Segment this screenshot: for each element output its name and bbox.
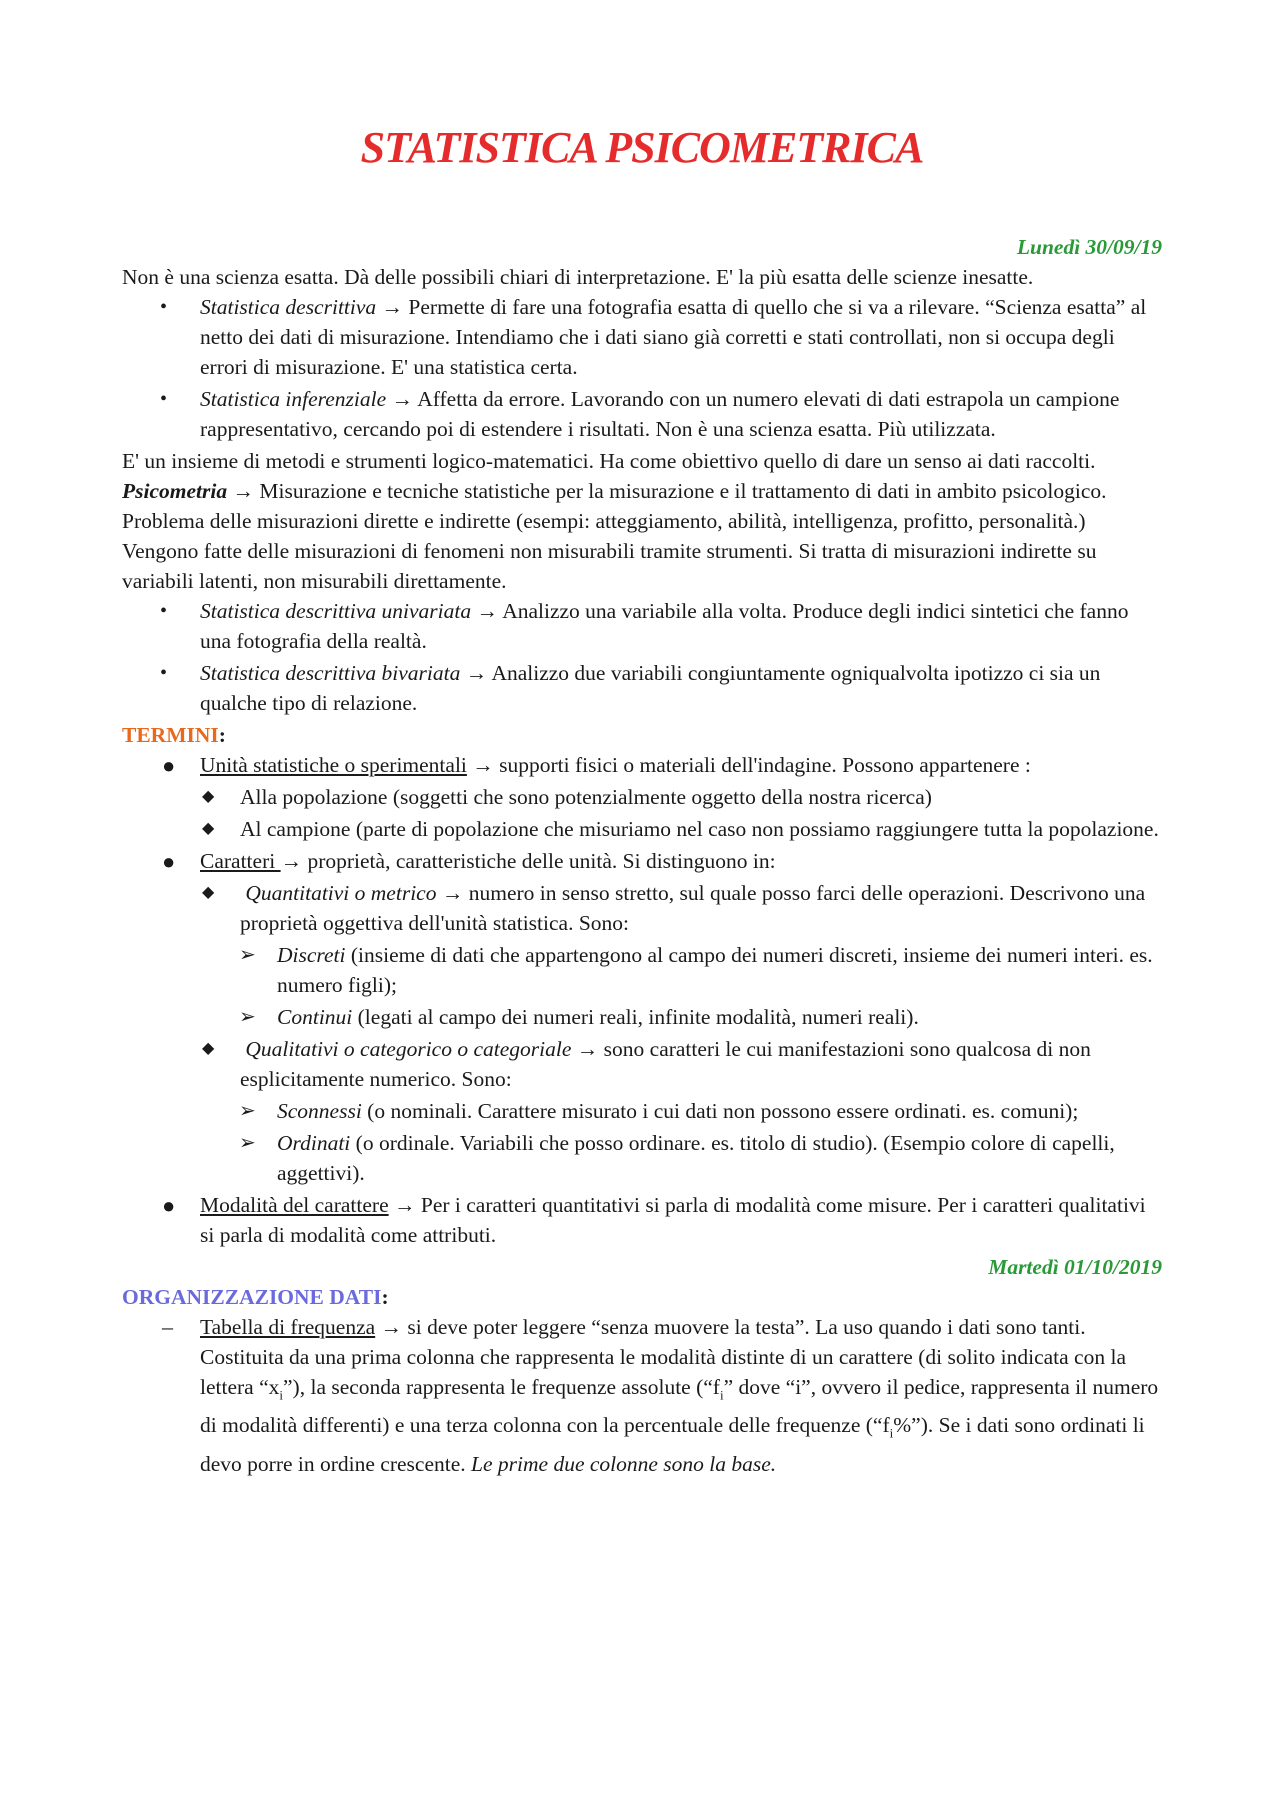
date-lunedi: Lunedì 30/09/19 bbox=[1016, 235, 1162, 259]
list-item: ➢ Ordinati (o ordinale. Variabili che posso ordinare. es. titolo di studio). (Esempio colore di capelli, aggettivi). bbox=[122, 1128, 1162, 1188]
list-item: ➢ Sconnessi (o nominali. Carattere misurato i cui dati non possono essere ordinati. es. comuni); bbox=[122, 1096, 1162, 1126]
document-title: STATISTICA PSICOMETRICA bbox=[360, 123, 924, 172]
arrowhead-icon: ➢ bbox=[239, 944, 256, 966]
list-item: • Statistica descrittiva bivariata → Analizzo due variabili congiuntamente ogniqualvolta ipotizzo ci sia un qualche tipo di relazione. bbox=[122, 658, 1162, 718]
bullet-list-statistica bbox=[122, 292, 1162, 444]
list-item: ◆ Alla popolazione (soggetti che sono potenzialmente oggetto della nostra ricerca) bbox=[122, 782, 1162, 812]
paragraph-psicometria: Psicometria → Misurazione e tecniche statistiche per la misurazione e il trattamento di dati in ambito psicologico. Problema delle misurazioni dirette e indirette (esempi: atteggiamento, abilità, intelligenza, profitto, personalità.) Vengono fatte delle misurazioni di fenomeni non misurabili tramite strumenti. Si tratta di misurazioni indirette su variabili latenti, non misurabili direttamente. bbox=[122, 479, 1107, 593]
list-item-qualitativi: ◆ Qualitativi o categorico o categoriale → sono caratteri le cui manifestazioni sono qualcosa di non esplicitamente numerico. Sono: bbox=[122, 1034, 1162, 1094]
list-item: ➢ Discreti (insieme di dati che appartengono al campo dei numeri discreti, insieme dei numeri interi. es. numero figli); bbox=[122, 940, 1162, 1000]
dot-icon: ● bbox=[162, 849, 176, 874]
arrowhead-icon: ➢ bbox=[239, 1006, 256, 1028]
list-organizzazione bbox=[122, 1312, 1162, 1479]
list-item: • Statistica inferenziale → Affetta da errore. Lavorando con un numero elevati di dati estrapola un campione rappresentativo, cercando poi di estendere i risultati. Non è una scienza esatta. Più utilizzata. bbox=[122, 384, 1162, 444]
bullet-icon: • bbox=[160, 388, 168, 410]
diamond-icon: ◆ bbox=[202, 788, 215, 805]
date-martedi: Martedì 01/10/2019 bbox=[988, 1255, 1162, 1279]
intro-paragraph: Non è una scienza esatta. Dà delle possibili chiari di interpretazione. E' la più esatta delle scienze inesatte. bbox=[122, 265, 1034, 289]
heading-organizzazione-dati: ORGANIZZAZIONE DATI: bbox=[122, 1285, 389, 1309]
list-item-caratteri: ● Caratteri → proprietà, caratteristiche delle unità. Si distinguono in: bbox=[122, 846, 1162, 876]
list-item: • Statistica descrittiva univariata → Analizzo una variabile alla volta. Produce degli indici sintetici che fanno una fotografia della realtà. bbox=[122, 596, 1162, 656]
diamond-icon: ◆ bbox=[202, 884, 215, 901]
bullet-list-descrittiva bbox=[122, 596, 1162, 718]
list-item-unita: ● Unità statistiche o sperimentali → supporti fisici o materiali dell'indagine. Possono appartenere : bbox=[122, 750, 1162, 780]
list-item-tabella: – Tabella di frequenza → si deve poter leggere “senza muovere la testa”. La uso quando i dati sono tanti. Costituita da una prima colonna che rappresenta le modalità distinte di un carattere (di solito indicata con la lettera “$x_i$”), la seconda rappresenta le frequenze assolute (“$f_i$” dove “i”, ovvero il pedice, rappresenta il numero di modalità differenti) e una terza colonna con la percentuale delle frequenze $(“f_i\%”)$. Se i dati sono ordinati li devo porre in ordine crescente. Le prime due colonne sono la base. bbox=[162, 1314, 1159, 1476]
paragraph-metodi: E' un insieme di metodi e strumenti logico-matematici. Ha come obiettivo quello di dare un senso ai dati raccolti. bbox=[122, 449, 1096, 473]
dot-icon: ● bbox=[162, 1193, 176, 1218]
heading-termini: TERMINI: bbox=[122, 723, 226, 747]
list-item-quantitativi: ◆ Quantitativi o metrico → numero in senso stretto, sul quale posso farci delle operazioni. Descrivono una proprietà oggettiva dell'unità statistica. Sono: bbox=[122, 878, 1162, 938]
list-termini bbox=[122, 750, 1162, 1250]
dot-icon: ● bbox=[162, 753, 176, 778]
diamond-icon: ◆ bbox=[202, 820, 215, 837]
list-item: ➢ Continui (legati al campo dei numeri reali, infinite modalità, numeri reali). bbox=[122, 1002, 1162, 1032]
diamond-icon: ◆ bbox=[202, 1040, 215, 1057]
document-body bbox=[122, 232, 1162, 1481]
list-item-modalita: ● Modalità del carattere → Per i caratteri quantitativi si parla di modalità come misure. Per i caratteri qualitativi si parla di modalità come attributi. bbox=[162, 1193, 1146, 1247]
dash-icon: – bbox=[162, 1314, 173, 1339]
list-item: • Statistica descrittiva → Permette di fare una fotografia esatta di quello che si va a rilevare. “Scienza esatta” al netto dei dati di misurazione. Intendiamo che i dati siano già corretti e stati controllati, non si occupa degli errori di misurazione. E' una statistica certa. bbox=[122, 292, 1162, 382]
arrowhead-icon: ➢ bbox=[239, 1100, 256, 1122]
bullet-icon: • bbox=[160, 296, 168, 318]
arrowhead-icon: ➢ bbox=[239, 1132, 256, 1154]
list-item: ◆ Al campione (parte di popolazione che misuriamo nel caso non possiamo raggiungere tutta la popolazione. bbox=[122, 814, 1162, 844]
bullet-icon: • bbox=[160, 600, 168, 622]
bullet-icon: • bbox=[160, 662, 168, 684]
